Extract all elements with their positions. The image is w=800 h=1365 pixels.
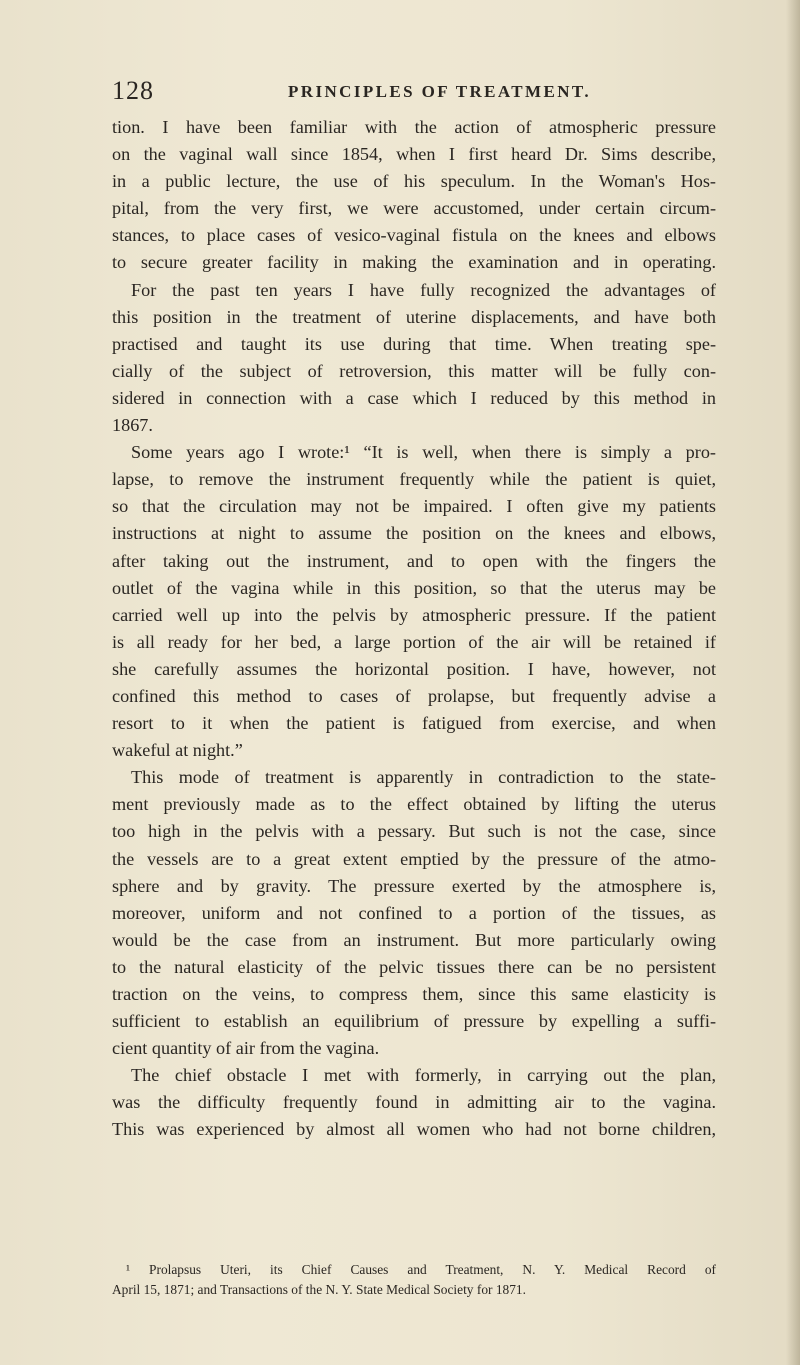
body-line: traction on the veins, to compress them, since this same elasticity is: [112, 984, 716, 1004]
body-line: Some years ago I wrote:¹ “It is well, when there is simply a pro-: [131, 442, 716, 463]
body-line: to the natural elasticity of the pelvic tissues there can be no persistent: [112, 956, 716, 977]
body-line: practised and taught its use during that time. When treating spe-: [112, 333, 716, 354]
body-line: carried well up into the pelvis by atmospheric pressure. If the patient: [112, 604, 716, 625]
body-line: outlet of the vagina while in this position, so that the uterus may be: [112, 577, 716, 598]
body-line: she carefully assumes the horizontal position. I have, however, not: [112, 658, 716, 679]
body-line: cient quantity of air from the vagina.: [112, 1038, 380, 1059]
body-line: wakeful at night.”: [112, 740, 243, 761]
body-line: sidered in connection with a case which I reduced by this method in: [112, 387, 716, 408]
body-line: in a public lecture, the use of his speculum. In the Woman's Hos-: [112, 171, 716, 192]
footnote-line: ¹ Prolapsus Uteri, its Chief Causes and Treatment, N. Y. Medical Record of: [126, 1262, 716, 1277]
page-edge-shadow: [786, 0, 800, 1365]
body-line: so that the circulation may not be impaired. I often give my patients: [112, 496, 716, 517]
body-line: was the difficulty frequently found in admitting air to the vagina.: [112, 1092, 716, 1113]
body-line: too high in the pelvis with a pessary. But such is not the case, since: [112, 821, 716, 842]
body-line: This was experienced by almost all women who had not borne children,: [112, 1119, 716, 1140]
body-line: pital, from the very first, we were accustomed, under certain circum-: [112, 198, 716, 219]
body-line: tion. I have been familiar with the action of atmospheric pressure: [112, 117, 716, 137]
body-line: to secure greater facility in making the examination and in operating.: [112, 252, 716, 273]
body-line: after taking out the instrument, and to open with the fingers the: [112, 550, 716, 571]
body-line: moreover, uniform and not confined to a portion of the tissues, as: [112, 902, 716, 923]
page-header: [112, 76, 732, 110]
body-line: on the vaginal wall since 1854, when I first heard Dr. Sims describe,: [112, 144, 716, 165]
body-line: sphere and by gravity. The pressure exerted by the atmosphere is,: [112, 875, 716, 896]
body-line: ment previously made as to the effect obtained by lifting the uterus: [112, 794, 716, 815]
body-line: cially of the subject of retroversion, this matter will be fully con-: [112, 360, 716, 381]
body-line: 1867.: [112, 415, 153, 436]
running-head: PRINCIPLES OF TREATMENT.: [288, 82, 592, 101]
body-line: This mode of treatment is apparently in contradiction to the state-: [131, 767, 716, 788]
footnotes: [112, 1260, 716, 1300]
body-line: stances, to place cases of vesico-vaginal fistula on the knees and elbows: [112, 225, 716, 246]
body-line: would be the case from an instrument. But more particularly owing: [112, 929, 716, 950]
footnote-line: April 15, 1871; and Transactions of the N. Y. State Medical Society for 1871.: [112, 1282, 526, 1297]
body-line: confined this method to cases of prolapse, but frequently advise a: [112, 685, 716, 706]
body-line: the vessels are to a great extent emptied by the pressure of the atmo-: [112, 848, 716, 869]
body-line: For the past ten years I have fully recognized the advantages of: [131, 279, 716, 300]
body-line: instructions at night to assume the position on the knees and elbows,: [112, 523, 716, 544]
body-line: The chief obstacle I met with formerly, in carrying out the plan,: [131, 1065, 716, 1086]
body-line: lapse, to remove the instrument frequently while the patient is quiet,: [112, 469, 716, 490]
body-text: [112, 114, 716, 1144]
body-line: resort to it when the patient is fatigued from exercise, and when: [112, 713, 716, 734]
body-line: sufficient to establish an equilibrium of pressure by expelling a suffi-: [112, 1011, 716, 1032]
page-number: 128: [112, 76, 154, 105]
body-line: this position in the treatment of uterine displacements, and have both: [112, 306, 716, 327]
body-line: is all ready for her bed, a large portion of the air will be retained if: [112, 631, 716, 652]
